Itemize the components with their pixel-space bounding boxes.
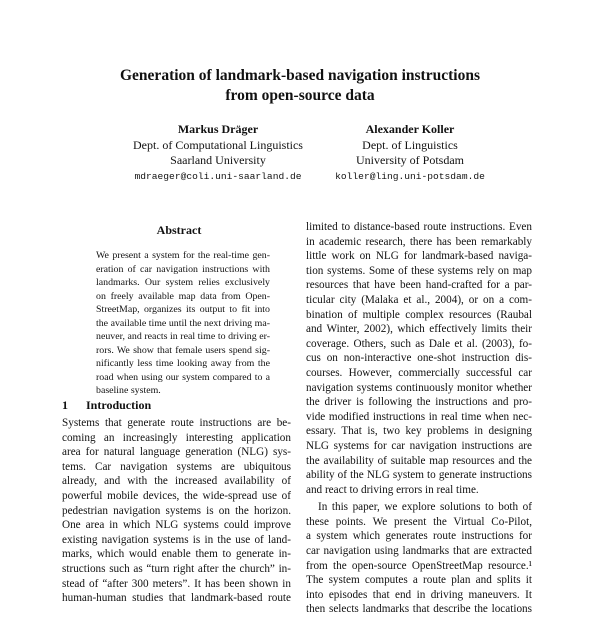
text-line: limited to distance-based route instructions. Even — [306, 221, 532, 233]
intro-body — [62, 416, 291, 606]
text-line: road when using our system compared to a — [96, 371, 270, 383]
text-line: NLG systems for car navigation instructions are — [306, 439, 532, 452]
text-line: eration of car navigation instructions with — [96, 263, 270, 275]
abstract-body — [96, 249, 270, 398]
text-line: and Winter, 2002), which effectively limits their — [306, 323, 532, 336]
paragraph — [306, 500, 532, 617]
text-line: StreetMap, organizes its output to fit into — [96, 304, 270, 315]
text-line: rors. We show that female users spend sig- — [96, 344, 270, 356]
text-line: marks, which would enable them to generate in- — [62, 548, 291, 561]
text-line: Systems that generate route instructions are be- — [62, 417, 291, 429]
author-dept: Dept. of Linguistics — [362, 137, 458, 152]
text-line: resources that have been hand-crafted for a par- — [306, 279, 532, 292]
text-line: The system computes a route plan and splits it — [306, 574, 532, 587]
text-line: cus on non-interactive one-shot instruction dis- — [306, 352, 532, 365]
author-name: Alexander Koller — [365, 122, 455, 136]
text-line: human-human studies that landmark-based route — [62, 592, 291, 605]
text-line: in academic research, there has been remarkably — [306, 235, 532, 248]
text-line: structions such as “turn right after the church” in- — [62, 562, 291, 575]
abstract-heading: Abstract — [156, 223, 202, 237]
title-line: Generation of landmark-based navigation instructions — [120, 67, 480, 84]
right-column — [306, 220, 532, 617]
text-line: navigation systems continuously monitor whether — [306, 381, 532, 394]
section-heading — [62, 398, 151, 413]
text-line: pedestrian navigation systems is on the horizon. — [62, 504, 291, 517]
text-line: existing navigation systems is in the use of land- — [62, 533, 291, 546]
author-univ: University of Potsdam — [356, 153, 464, 167]
text-line: ability of the NLG system to generate instructions — [306, 469, 532, 482]
text-line: In this paper, we explore solutions to both of — [318, 501, 532, 514]
section-title: Introduction — [86, 398, 152, 412]
text-line: little work on NLG for landmark-based naviga- — [306, 250, 532, 263]
text-line: and react to driving errors in real time. — [306, 483, 479, 496]
text-line: bination of multiple complex resources (Raubal — [306, 308, 532, 321]
text-line: neuver, and reacts in real time to driving er- — [96, 331, 270, 342]
text-line: the available time until the next driving ma- — [96, 317, 270, 329]
text-line: coming an increasingly interesting application — [62, 431, 291, 444]
text-line: courses. However, commercially successful car — [306, 366, 532, 379]
section-number: 1 — [62, 398, 68, 412]
text-line: We present a system for the real-time gen- — [96, 250, 270, 261]
text-line: from the open-source OpenStreetMap resource.¹ — [306, 559, 532, 572]
text-line: ticular city (Malaka et al., 2004), or on a com- — [306, 293, 532, 306]
text-line: these points. We present the Virtual Co-Pilot, — [306, 515, 532, 528]
text-line: essary. That is, two key problems in designing — [306, 425, 532, 438]
text-line: into episodes that end in driving maneuvers. It — [306, 588, 532, 601]
author-univ: Saarland University — [170, 153, 266, 167]
text-line: already, and with the increased availability of — [62, 475, 291, 488]
text-line: powerful mobile devices, the wide-spread use of — [62, 489, 291, 502]
text-line: baseline system. — [96, 385, 161, 396]
author-email[interactable]: mdraeger@coli.uni-saarland.de — [134, 170, 302, 182]
text-line: stead of “after 300 meters”. It has been shown in — [62, 577, 291, 590]
text-line: on freely available map data from Open- — [96, 290, 270, 302]
text-line: the driver is following the instructions and pro- — [306, 396, 532, 409]
text-line: One area in which NLG systems could improve — [62, 519, 291, 532]
author-name: Markus Dräger — [177, 122, 259, 136]
text-line: tems. Car navigation systems are ubiquitous — [62, 460, 291, 473]
text-line: tion systems. Some of these systems rely on map — [306, 264, 532, 277]
text-line: area for natural language generation (NLG) sys- — [62, 446, 291, 459]
text-line: coverage. Others, such as Dale et al. (2003), fo- — [306, 337, 532, 350]
text-line: landmarks. Our system relies exclusively — [96, 277, 270, 288]
text-line: then selects landmarks that describe the locations — [306, 603, 532, 616]
author-block — [290, 122, 530, 184]
text-line: the availability of suitable map resources and the — [306, 454, 532, 467]
paper-title — [0, 66, 600, 106]
title-line: from open-source data — [225, 87, 375, 104]
text-line: car navigation using landmarks that are extracted — [306, 545, 532, 558]
text-line: nificantly less time looking away from the — [96, 358, 270, 369]
text-line: a system which generates route instructions for — [306, 530, 532, 543]
author-email[interactable]: koller@ling.uni-potsdam.de — [335, 170, 485, 182]
author-dept: Dept. of Computational Linguistics — [133, 137, 303, 152]
text-line: vide modified instructions in real time when nec- — [306, 410, 532, 423]
